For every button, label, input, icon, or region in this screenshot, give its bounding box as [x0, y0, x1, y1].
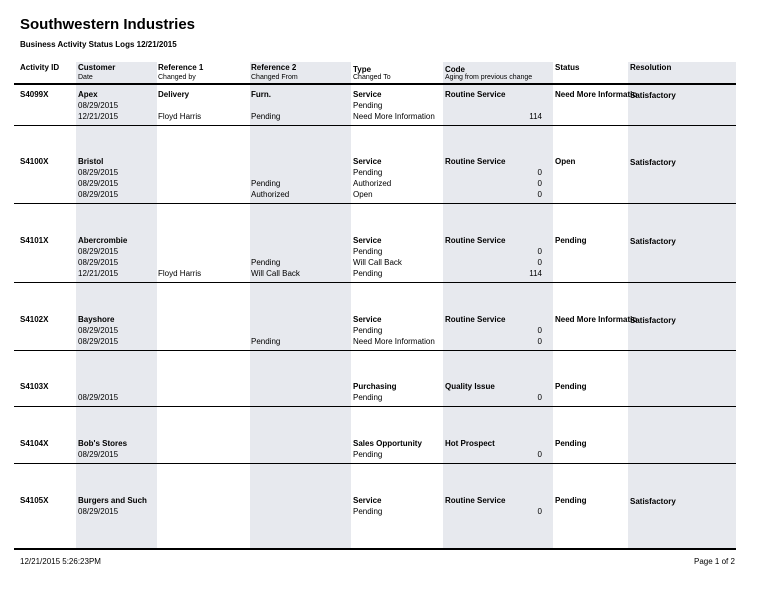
- log-date: 08/29/2015: [78, 247, 119, 256]
- log-changed-to: Pending: [353, 393, 383, 402]
- log-aging: 0: [537, 247, 542, 256]
- log-aging: 0: [537, 179, 542, 188]
- log-changed-to: Need More Information: [353, 337, 435, 346]
- log-changed-by: Floyd Harris: [158, 112, 202, 121]
- log-changed-from: Pending: [251, 337, 281, 346]
- header-changed-from: Changed From: [251, 74, 298, 81]
- row-separator: [14, 350, 736, 351]
- log-changed-to: Open: [353, 190, 373, 199]
- activity-status: Pending: [555, 236, 587, 245]
- activity-resolution: Satisfactory: [630, 237, 676, 246]
- activity-type: Purchasing: [353, 382, 397, 391]
- header-type: Type: [353, 65, 372, 74]
- log-aging: 0: [537, 393, 542, 402]
- activity-resolution: Satisfactory: [630, 91, 676, 100]
- log-date: 08/29/2015: [78, 168, 119, 177]
- log-changed-to: Pending: [353, 247, 383, 256]
- activity-id: S4099X: [20, 90, 49, 99]
- header-separator: [14, 83, 736, 85]
- header-date: Date: [78, 74, 93, 81]
- log-aging: 0: [537, 337, 542, 346]
- activity-status: Pending: [555, 439, 587, 448]
- activity-status: Open: [555, 157, 576, 166]
- footer-page-number: Page 1 of 2: [694, 557, 735, 566]
- row-separator: [14, 282, 736, 283]
- activity-code: Routine Service: [445, 90, 506, 99]
- activity-code: Routine Service: [445, 496, 506, 505]
- reference1: Delivery: [158, 90, 190, 99]
- customer-name: Burgers and Such: [78, 496, 147, 505]
- row-separator: [14, 406, 736, 407]
- activity-type: Service: [353, 90, 382, 99]
- log-date: 08/29/2015: [78, 507, 119, 516]
- log-changed-to: Pending: [353, 101, 383, 110]
- log-date: 08/29/2015: [78, 101, 119, 110]
- log-aging: 0: [537, 168, 542, 177]
- activity-id: S4104X: [20, 439, 49, 448]
- activity-resolution: Satisfactory: [630, 497, 676, 506]
- activity-id: S4105X: [20, 496, 49, 505]
- activity-id: S4101X: [20, 236, 49, 245]
- activity-code: Routine Service: [445, 157, 506, 166]
- activity-status: Pending: [555, 496, 587, 505]
- header-aging: Aging from previous change: [445, 74, 533, 81]
- activity-id: S4103X: [20, 382, 49, 391]
- log-date: 08/29/2015: [78, 258, 119, 267]
- log-changed-from: Pending: [251, 258, 281, 267]
- log-date: 08/29/2015: [78, 326, 119, 335]
- activity-resolution: Satisfactory: [630, 158, 676, 167]
- reference2-column-shade: [250, 62, 351, 548]
- log-aging: 0: [537, 258, 542, 267]
- activity-id: S4102X: [20, 315, 49, 324]
- footer-timestamp: 12/21/2015 5:26:23PM: [20, 557, 101, 566]
- header-activity-id: Activity ID: [20, 63, 60, 72]
- row-separator: [14, 203, 736, 204]
- activity-code: Routine Service: [445, 315, 506, 324]
- activity-status: Pending: [555, 382, 587, 391]
- activity-resolution: Satisfactory: [630, 316, 676, 325]
- log-date: 08/29/2015: [78, 450, 119, 459]
- activity-type: Service: [353, 236, 382, 245]
- activity-code: Hot Prospect: [445, 439, 495, 448]
- activity-status: Need More Informatio: [555, 315, 638, 324]
- header-status: Status: [555, 63, 580, 72]
- log-aging: 114: [529, 269, 542, 278]
- log-date: 08/29/2015: [78, 190, 119, 199]
- activity-id: S4100X: [20, 157, 49, 166]
- log-date: 08/29/2015: [78, 393, 119, 402]
- header-reference1: Reference 1: [158, 63, 204, 72]
- activity-status: Need More Informatio: [555, 90, 638, 99]
- customer-column-shade: [76, 62, 157, 548]
- log-changed-to: Pending: [353, 326, 383, 335]
- activity-type: Service: [353, 496, 382, 505]
- log-changed-from: Will Call Back: [251, 269, 300, 278]
- activity-type: Sales Opportunity: [353, 439, 422, 448]
- header-customer: Customer: [78, 63, 116, 72]
- log-changed-from: Pending: [251, 112, 281, 121]
- log-changed-from: Pending: [251, 179, 281, 188]
- log-aging: 0: [537, 190, 542, 199]
- row-separator: [14, 463, 736, 464]
- reference2: Furn.: [251, 90, 271, 99]
- customer-name: Bristol: [78, 157, 104, 166]
- header-reference2: Reference 2: [251, 63, 297, 72]
- log-changed-to: Pending: [353, 269, 383, 278]
- row-separator: [14, 125, 736, 126]
- activity-type: Service: [353, 157, 382, 166]
- log-changed-to: Pending: [353, 168, 383, 177]
- activity-code: Routine Service: [445, 236, 506, 245]
- customer-name: Bayshore: [78, 315, 115, 324]
- activity-type: Service: [353, 315, 382, 324]
- customer-name: Apex: [78, 90, 98, 99]
- resolution-column-shade: [628, 62, 736, 548]
- log-changed-to: Authorized: [353, 179, 392, 188]
- code-column-shade: [443, 62, 553, 548]
- activity-code: Quality Issue: [445, 382, 495, 391]
- log-changed-to: Pending: [353, 450, 383, 459]
- log-changed-to: Need More Information: [353, 112, 435, 121]
- report-subtitle: Business Activity Status Logs 12/21/2015: [20, 40, 177, 49]
- log-aging: 0: [537, 507, 542, 516]
- header-changed-to: Changed To: [353, 74, 391, 81]
- header-changed-by: Changed by: [158, 74, 196, 81]
- log-changed-by: Floyd Harris: [158, 269, 202, 278]
- customer-name: Bob's Stores: [78, 439, 128, 448]
- header-code: Code: [445, 65, 465, 74]
- log-aging: 114: [529, 112, 542, 121]
- log-changed-from: Authorized: [251, 190, 290, 199]
- log-changed-to: Pending: [353, 507, 383, 516]
- report-title: Southwestern Industries: [20, 16, 196, 33]
- log-date: 08/29/2015: [78, 337, 119, 346]
- log-changed-to: Will Call Back: [353, 258, 402, 267]
- customer-name: Abercrombie: [78, 236, 128, 245]
- log-date: 12/21/2015: [78, 269, 119, 278]
- log-aging: 0: [537, 326, 542, 335]
- log-date: 08/29/2015: [78, 179, 119, 188]
- footer-separator: [14, 548, 736, 550]
- header-resolution: Resolution: [630, 63, 672, 72]
- log-aging: 0: [537, 450, 542, 459]
- log-date: 12/21/2015: [78, 112, 119, 121]
